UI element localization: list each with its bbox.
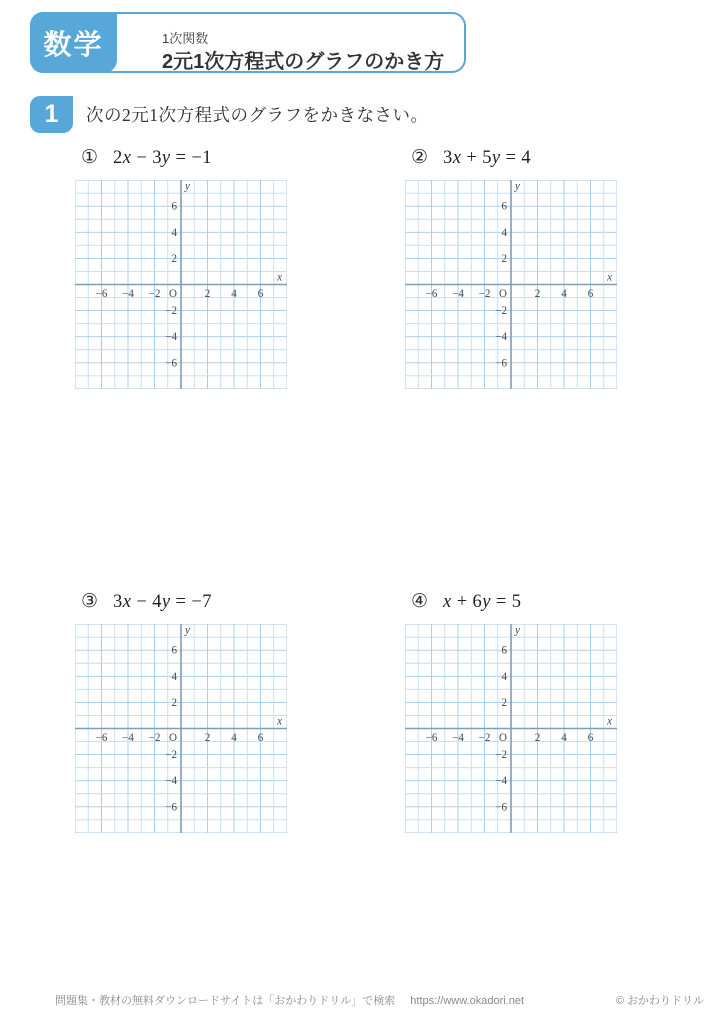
coordinate-grid-1 (75, 180, 287, 389)
coordinate-grid-svg (75, 624, 287, 833)
coordinate-grid-svg (405, 180, 617, 389)
coordinate-grid-2 (405, 180, 617, 389)
footer-search-hint: 問題集・教材の無料ダウンロードサイトは「おかわりドリル」で検索 (55, 995, 396, 1007)
svg-text:2: 2 (171, 696, 177, 709)
svg-text:y: y (515, 624, 520, 637)
svg-text:2: 2 (204, 288, 211, 301)
problem-4-label (411, 590, 645, 617)
svg-text:O: O (499, 288, 507, 301)
svg-text:O: O (499, 732, 507, 745)
svg-text:−6: −6 (425, 288, 438, 301)
instruction-text: 次の2元1次方程式のグラフをかきなさい。 (86, 105, 429, 125)
svg-text:x: x (607, 715, 612, 728)
svg-text:−4: −4 (495, 331, 507, 344)
svg-text:−6: −6 (95, 288, 108, 301)
svg-text:y: y (185, 180, 190, 193)
title-texts (162, 31, 444, 75)
svg-text:2: 2 (534, 288, 541, 301)
svg-text:−4: −4 (452, 288, 464, 301)
problem-1-number: ① (81, 147, 99, 168)
svg-text:−6: −6 (165, 801, 177, 814)
footer-copyright: © おかわりドリル (615, 995, 704, 1007)
svg-text:2: 2 (534, 732, 541, 745)
svg-text:x: x (277, 715, 282, 728)
problem-4-equation: x + 6y = 5 (443, 592, 522, 612)
footer-url-link[interactable]: https://www.okadori.net (410, 995, 525, 1007)
problem-2-label (411, 146, 645, 173)
svg-text:−2: −2 (165, 749, 177, 762)
problem-4-number: ④ (411, 591, 429, 612)
svg-text:−2: −2 (478, 288, 491, 301)
section-number: 1 (44, 100, 59, 128)
section-number-badge (30, 96, 73, 133)
footer-left (55, 992, 524, 1008)
title-category: 1次関数 (162, 31, 209, 46)
svg-text:6: 6 (587, 732, 594, 745)
problem-2-equation: 3x + 5y = 4 (443, 148, 532, 168)
svg-text:x: x (277, 271, 282, 284)
svg-text:y: y (185, 624, 190, 637)
svg-text:4: 4 (171, 670, 177, 683)
svg-text:O: O (169, 288, 177, 301)
footer (0, 992, 724, 1012)
svg-text:−6: −6 (425, 732, 438, 745)
coordinate-grid-svg (75, 180, 287, 389)
svg-text:−4: −4 (495, 775, 507, 788)
svg-text:4: 4 (501, 670, 507, 683)
svg-text:6: 6 (501, 644, 507, 657)
svg-text:−2: −2 (478, 732, 491, 745)
svg-text:−2: −2 (148, 732, 161, 745)
svg-text:6: 6 (257, 732, 264, 745)
svg-text:4: 4 (561, 732, 567, 745)
problem-1-equation: 2x − 3y = −1 (113, 148, 212, 168)
problem-3-equation: 3x − 4y = −7 (113, 592, 212, 612)
svg-text:−2: −2 (495, 749, 507, 762)
problem-3-number: ③ (81, 591, 99, 612)
problem-2-number: ② (411, 147, 429, 168)
problem-1-label (81, 146, 315, 173)
svg-text:−4: −4 (122, 732, 134, 745)
svg-text:−6: −6 (495, 357, 507, 370)
svg-text:y: y (515, 180, 520, 193)
svg-text:−2: −2 (495, 305, 507, 318)
coordinate-grid-3 (75, 624, 287, 833)
svg-text:4: 4 (171, 226, 177, 239)
page-title: 2元1次方程式のグラフのかき方 (162, 51, 445, 73)
svg-text:6: 6 (501, 200, 507, 213)
problem-1 (75, 146, 315, 389)
svg-text:4: 4 (231, 288, 237, 301)
svg-text:−4: −4 (165, 775, 177, 788)
svg-text:−6: −6 (495, 801, 507, 814)
svg-text:−4: −4 (165, 331, 177, 344)
svg-text:6: 6 (171, 200, 177, 213)
svg-text:4: 4 (231, 732, 237, 745)
coordinate-grid-svg (405, 624, 617, 833)
svg-text:2: 2 (501, 696, 507, 709)
problem-2 (405, 146, 645, 389)
svg-text:−6: −6 (165, 357, 177, 370)
svg-text:2: 2 (171, 252, 177, 265)
svg-text:4: 4 (561, 288, 567, 301)
problem-4 (405, 590, 645, 833)
svg-text:2: 2 (204, 732, 211, 745)
problem-3 (75, 590, 315, 833)
problem-3-label (81, 590, 315, 617)
svg-text:6: 6 (257, 288, 264, 301)
svg-text:6: 6 (171, 644, 177, 657)
subject-badge (30, 12, 117, 73)
svg-text:−6: −6 (95, 732, 108, 745)
svg-text:x: x (607, 271, 612, 284)
coordinate-grid-4 (405, 624, 617, 833)
subject-badge-label: 数学 (43, 28, 104, 60)
svg-text:−2: −2 (165, 305, 177, 318)
svg-text:2: 2 (501, 252, 507, 265)
svg-text:−2: −2 (148, 288, 161, 301)
svg-text:−4: −4 (122, 288, 134, 301)
svg-text:4: 4 (501, 226, 507, 239)
svg-text:−4: −4 (452, 732, 464, 745)
svg-text:O: O (169, 732, 177, 745)
svg-text:6: 6 (587, 288, 594, 301)
